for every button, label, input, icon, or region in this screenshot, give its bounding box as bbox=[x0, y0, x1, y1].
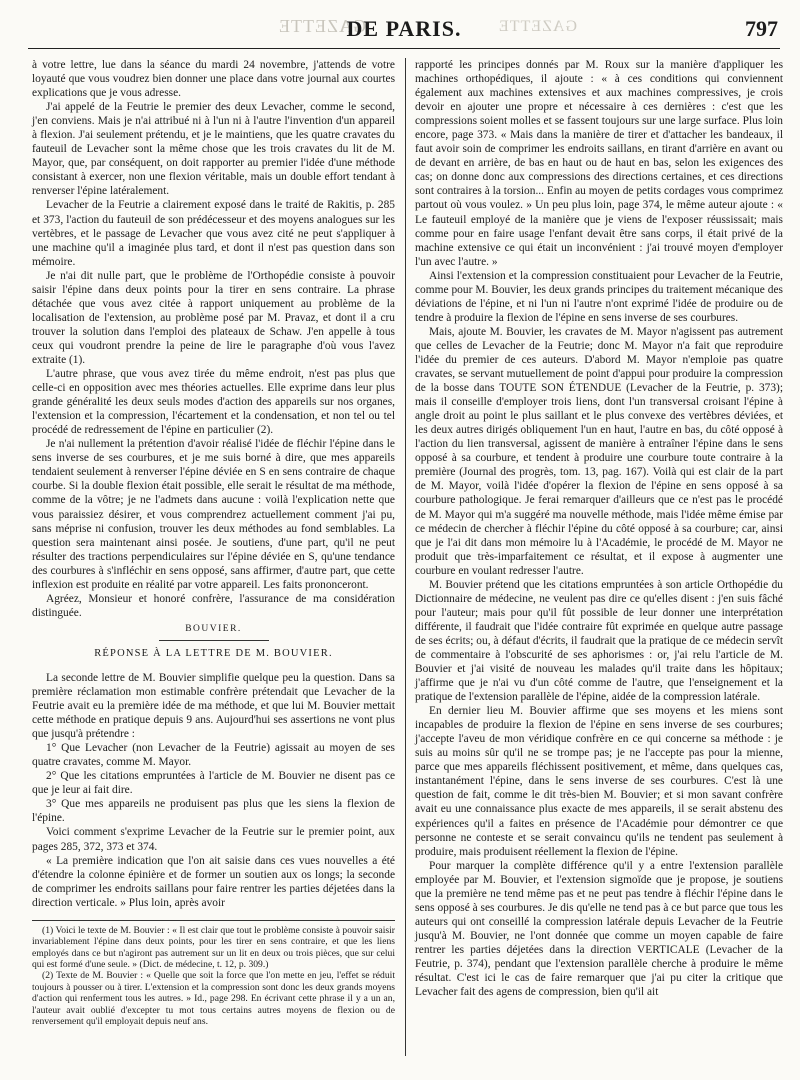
reply-paragraph: Voici comment s'exprime Levacher de la Feutrie sur le premier point, aux pages 285, 372, 373 et 374. bbox=[32, 826, 395, 853]
page-title: DE PARIS. bbox=[346, 16, 462, 41]
footnote-rule bbox=[32, 920, 395, 921]
reply-paragraph: 1° Que Levacher (non Levacher de la Feutrie) agissait au moyen de ses quatre cravates, comme M. Mayor. bbox=[32, 742, 395, 769]
column-divider bbox=[405, 58, 406, 1056]
right-paragraph: En dernier lieu M. Bouvier affirme que ses moyens et les miens sont incapables de produire la flexion de l'épine en sens inverse de ses courbures; j'accepte l'aveu de mon véridique confrère en ce qui concerne sa méthode : je suis au moins sûr qu'il ne se trompe pas; je ne l'accepte pas pour la mienne, parce que mes appareils fléchissent positivement, et même, dans quelques cas, instantanément l'épine, dans le sens inverse de ses courbures. C'est là une question de fait, comme le dit très-bien M. Bouvier; et si mon savant confrère avait eu une connaissance plus exacte de mes appareils, il se serait abstenu des expériences qu'il a faites en présence de l'Académie pour démontrer ce que personne ne conteste et se serait convaincu qu'ils ne tendent pas seulement à produire, mais produisent réellement la flexion de l'épine. bbox=[415, 705, 783, 858]
letter-signature: BOUVIER. bbox=[185, 623, 242, 634]
left-paragraph: Agréez, Monsieur et honoré confrère, l'assurance de ma considération distinguée. bbox=[32, 592, 395, 619]
bleedthrough-text-right: GAZETTE bbox=[498, 18, 577, 35]
section-rule bbox=[159, 640, 269, 641]
left-paragraph: à votre lettre, lue dans la séance du mardi 24 novembre, j'attends de votre loyauté que vous voudrez bien donner une place dans votre journal aux courtes explications que je vous adresse. bbox=[32, 59, 395, 100]
reply-paragraph: 3° Que mes appareils ne produisent pas plus que les siens la flexion de l'épine. bbox=[32, 798, 395, 825]
right-paragraph: M. Bouvier prétend que les citations empruntées à son article Orthopédie du Dictionnaire de médecine, ne veulent pas dire ce qu'elles disent : j'en suis fâché pour l'auteur; mais pour qu'il fût possible de leur donner une interprétation différente, il faudrait que l'idée contraire fût exprimée en quelque autre passage de ses écrits; ou, à défaut d'écrits, il faudrait que la pratique de ce médecin servît de commentaire à l'obscurité de ses aphorismes : or, j'ai relu l'article de M. Bouvier et j'ai visité de nouveau les malades qu'il traite dans les hôpitaux; j'affirme que je n'ai vu d'un côté comme de l'autre, que l'enseignement et la pratique de l'extension parallèle de l'épine, aidée de la compression latérale. bbox=[415, 578, 783, 704]
reply-heading: RÉPONSE À LA LETTRE DE M. BOUVIER. bbox=[94, 647, 333, 659]
right-paragraph: rapporté les principes donnés par M. Roux sur la manière d'appliquer les machines orthopédiques, il ajoute : « à ces conditions qui conviennent également aux machines extensives et aux machines compressives, je crois devoir en ajouter une propre et nécessaire à ces dernières : c'est que les compressions soient molles et se fassent toujours sur une large surface. Plus loin encore, page 373. « Mais dans la manière de tirer et d'attacher les bandeaux, il faut avoir soin de comprimer les endroits saillans, en tirant d'arrière en avant ou de devant en arrière, de bas en haut ou de haut en bas, selon les exigences des cas; on donne donc aux compressions des directions certaines, et ces directions sont contraires à la torsion... Enfin au moyen de petits cordages vous comprimez partout où vous voulez. » Un peu plus loin, page 374, le même auteur ajoute : « Le fauteuil employé de la manière que je viens de l'exposer réussissait; mais comme pour en faire usage l'enfant devait être sans corps, il était privé de la machine extensive ce qui était un inconvénient : j'ai trouvé moyen d'employer l'un avec l'autre. » bbox=[415, 59, 783, 268]
footnote: (1) Voici le texte de M. Bouvier : « Il est clair que tout le problème consiste à pouvoir saisir invariablement l'épine dans deux points, pour les tirer en sens contraire, et que les liens employés dans ce but n'agiront pas autrement sur un lit en deux ou trois pièces, que sur celui qui est formé d'une seule. » (Dict. de médecine, t. 12, p. 309.) bbox=[32, 924, 395, 970]
left-paragraph: J'ai appelé de la Feutrie le premier des deux Levacher, comme le second, j'en conviens. Mais je n'ai attribué ni à l'un ni à l'autre l'invention d'un appareil à flexion. J'ai seulement prétendu, et je le maintiens, que les quatre cravates du fauteuil de Levacher sont la même chose que les trois cravates du lit de M. Mayor, que, par conséquent, on doit rapporter au premier l'idée d'une méthode consistant à exercer, non une flexion véritable, mais un double effort tendant à renverser l'épine latéralement. bbox=[32, 101, 395, 198]
left-column bbox=[32, 58, 395, 1027]
right-paragraph: Pour marquer la complète différence qu'il y a entre l'extension parallèle employée par M. Bouvier, et l'extension sigmoïde que je propose, je soutiens que la première ne tend même pas et ne peut pas tendre à fléchir l'épine dans le sens opposé à ses courbures. Je dis qu'elle ne tend pas à ce but parce que tous les auteurs qui ont conseillé la compression latérale depuis Levacher de la Feutrie jusqu'à M. Bouvier, ne l'ont donnée que comme un moyen capable de faire rentrer les parties déjetées dans la direction VERTICALE (Levacher de la Feutrie, p. 374), pendant que l'extension parallèle cherche à produire le même résultat. C'est ici le cas de faire remarquer que j'ai pu citer la critique que Levacher fait des agens de compression, bien qu'il ait bbox=[415, 859, 783, 999]
right-paragraph: Ainsi l'extension et la compression constituaient pour Levacher de la Feutrie, comme pour M. Bouvier, les deux grands principes du traitement mécanique des déviations de l'épine, et ni l'un ni l'autre n'ont exprimé l'idée de produire ou de tendre à produire la flexion de l'épine en sens inverse de ses courbures. bbox=[415, 269, 783, 324]
reply-paragraph: « La première indication que l'on ait saisie dans ces vues nouvelles a été d'étendre la colonne épinière et de former un soutien aux os longs; la seconde de comprimer les endroits saillans pour faire rentrer les parties déjetées dans la direction verticale. » Plus loin, après avoir bbox=[32, 854, 395, 909]
left-paragraph: Levacher de la Feutrie a clairement exposé dans le traité de Rakitis, p. 285 et 373, l'action du fauteuil de son prédécesseur et des moyens analogues sur les vertèbres, et le passage de Levacher que vous avez cité ne peut s'appliquer à une machine qu'il a imaginée plus tard, et dont il n'est pas question dans son mémoire. bbox=[32, 199, 395, 268]
left-paragraph: Je n'ai dit nulle part, que le problème de l'Orthopédie consiste à pouvoir saisir l'épine dans deux points pour la tirer en sens contraire. La phrase détachée que vous avez citée à rapport uniquement au problème de la localisation de l'extension, au problème posé par M. Pravaz, et dont il a cru trouver la solution dans l'emploi des plateaux de Schaw. J'en appelle à tous ceux qui voudront prendre la peine de lire le paragraphe d'où vous l'avez extraite (1). bbox=[32, 269, 395, 366]
page-number: 797 bbox=[745, 16, 778, 41]
bleedthrough-text-left: GAZETTE bbox=[278, 16, 366, 36]
right-paragraph: Mais, ajoute M. Bouvier, les cravates de M. Mayor n'agissent pas autrement que celles de Levacher de la Feutrie; donc M. Mayor n'a fait que reproduire l'idée du premier de ces auteurs. D'abord M. Mayor n'emploie pas quatre cravates, se servant mutuellement de point d'appui pour produire la compression de la bosse dans TOUTE SON ÉTENDUE (Levacher de la Feutrie, p. 373); mais il conseille d'employer trois liens, dont l'un transversal croisant l'épine à angle droit au point le plus saillant et le plus convexe des vertèbres déviées, et les deux autres dirigés obliquement l'un en haut, l'autre en bas, du côté opposé à l'action du lien transversal, agissent de manière à entraîner l'épine dans le sens opposé à sa courbure, et tendent à produire une courbure toute contraire à la première (Journal des progrès, tom. 13, pag. 167). Voilà qui est clair de la part de M. Mayor, voilà l'idée d'opérer la flexion de l'épine en sens opposé à sa courbure pathologique. Je ferai remarquer d'ailleurs que ce n'est pas le procédé de M. Mayor qui m'a suggéré ma nouvelle méthode, mais l'idée même émise par ce médecin de chercher à fléchir l'épine du côté opposé à sa courbure; car, ainsi que je l'ai dit dans mon mémoire lu à l'Académie, le procédé de M. Mayor ne produit que très-imparfaitement ce résultat, et il expose à augmenter une courbure en voulant redresser l'autre. bbox=[415, 325, 783, 577]
footnote: (2) Texte de M. Bouvier : « Quelle que soit la force que l'on mette en jeu, l'effet se réduit toujours à pousser ou à tirer. L'extension et la compression sont donc les deux grands moyens d'action qui renferment tous les autres. » Id., page 298. En écrivant cette phrase il y a un an, l'auteur avait oublié d'excepter tu mot tous certains autres moyens de flexion ou de renversement qu'il employait depuis neuf ans. bbox=[32, 970, 395, 1028]
reply-paragraph: 2° Que les citations empruntées à l'article de M. Bouvier ne disent pas ce que je leur ai fait dire. bbox=[32, 770, 395, 797]
left-paragraph: Je n'ai nullement la prétention d'avoir réalisé l'idée de fléchir l'épine dans le sens inverse de ses courbures, et je me suis borné à dire, que mes appareils tendaient seulement à renverser l'épine déviée en S en sens contraire de chaque courbe. Si la double flexion était possible, elle serait le résultat de ma méthode, comme de la vôtre; je ne l'admets dans aucune : voilà l'explication nette que vous paraissiez désirer, et vous comprendrez actuellement comment j'ai pu, sans méprise ni confusion, trouver les deux méthodes au fond semblables. La question sera maintenant ainsi posée. Je soutiens, d'une part, qu'il ne peut résulter des tractions perpendiculaires sur l'épine déviée en S, qu'une tendance des courbures à s'infléchir en sens opposé, sans affirmer, d'autre part, que cette inflexion est produite en réalité par votre appareil. Les faits prononceront. bbox=[32, 438, 395, 591]
reply-paragraph: La seconde lettre de M. Bouvier simplifie quelque peu la question. Dans sa première réclamation mon estimable confrère prétendait que Levacher de la Feutrie avait eu la première idée de ma méthode, et que lui M. Bouvier mettait cette méthode en pratique depuis 9 ans. Aujourd'hui ses assertions ne vont plus que jusqu'à prétendre : bbox=[32, 671, 395, 741]
right-column bbox=[415, 58, 783, 999]
page-header bbox=[28, 14, 780, 49]
left-paragraph: L'autre phrase, que vous avez tirée du même endroit, n'est pas plus que celle-ci en opposition avec mes théories actuelles. Elle exprime dans leur plus grande généralité les deux seuls modes d'action des appareils sur nos organes, l'extension et la compression, l'écartement et la condensation, et non tel ou tel procédé de redressement de l'épine en particulier (2). bbox=[32, 368, 395, 437]
